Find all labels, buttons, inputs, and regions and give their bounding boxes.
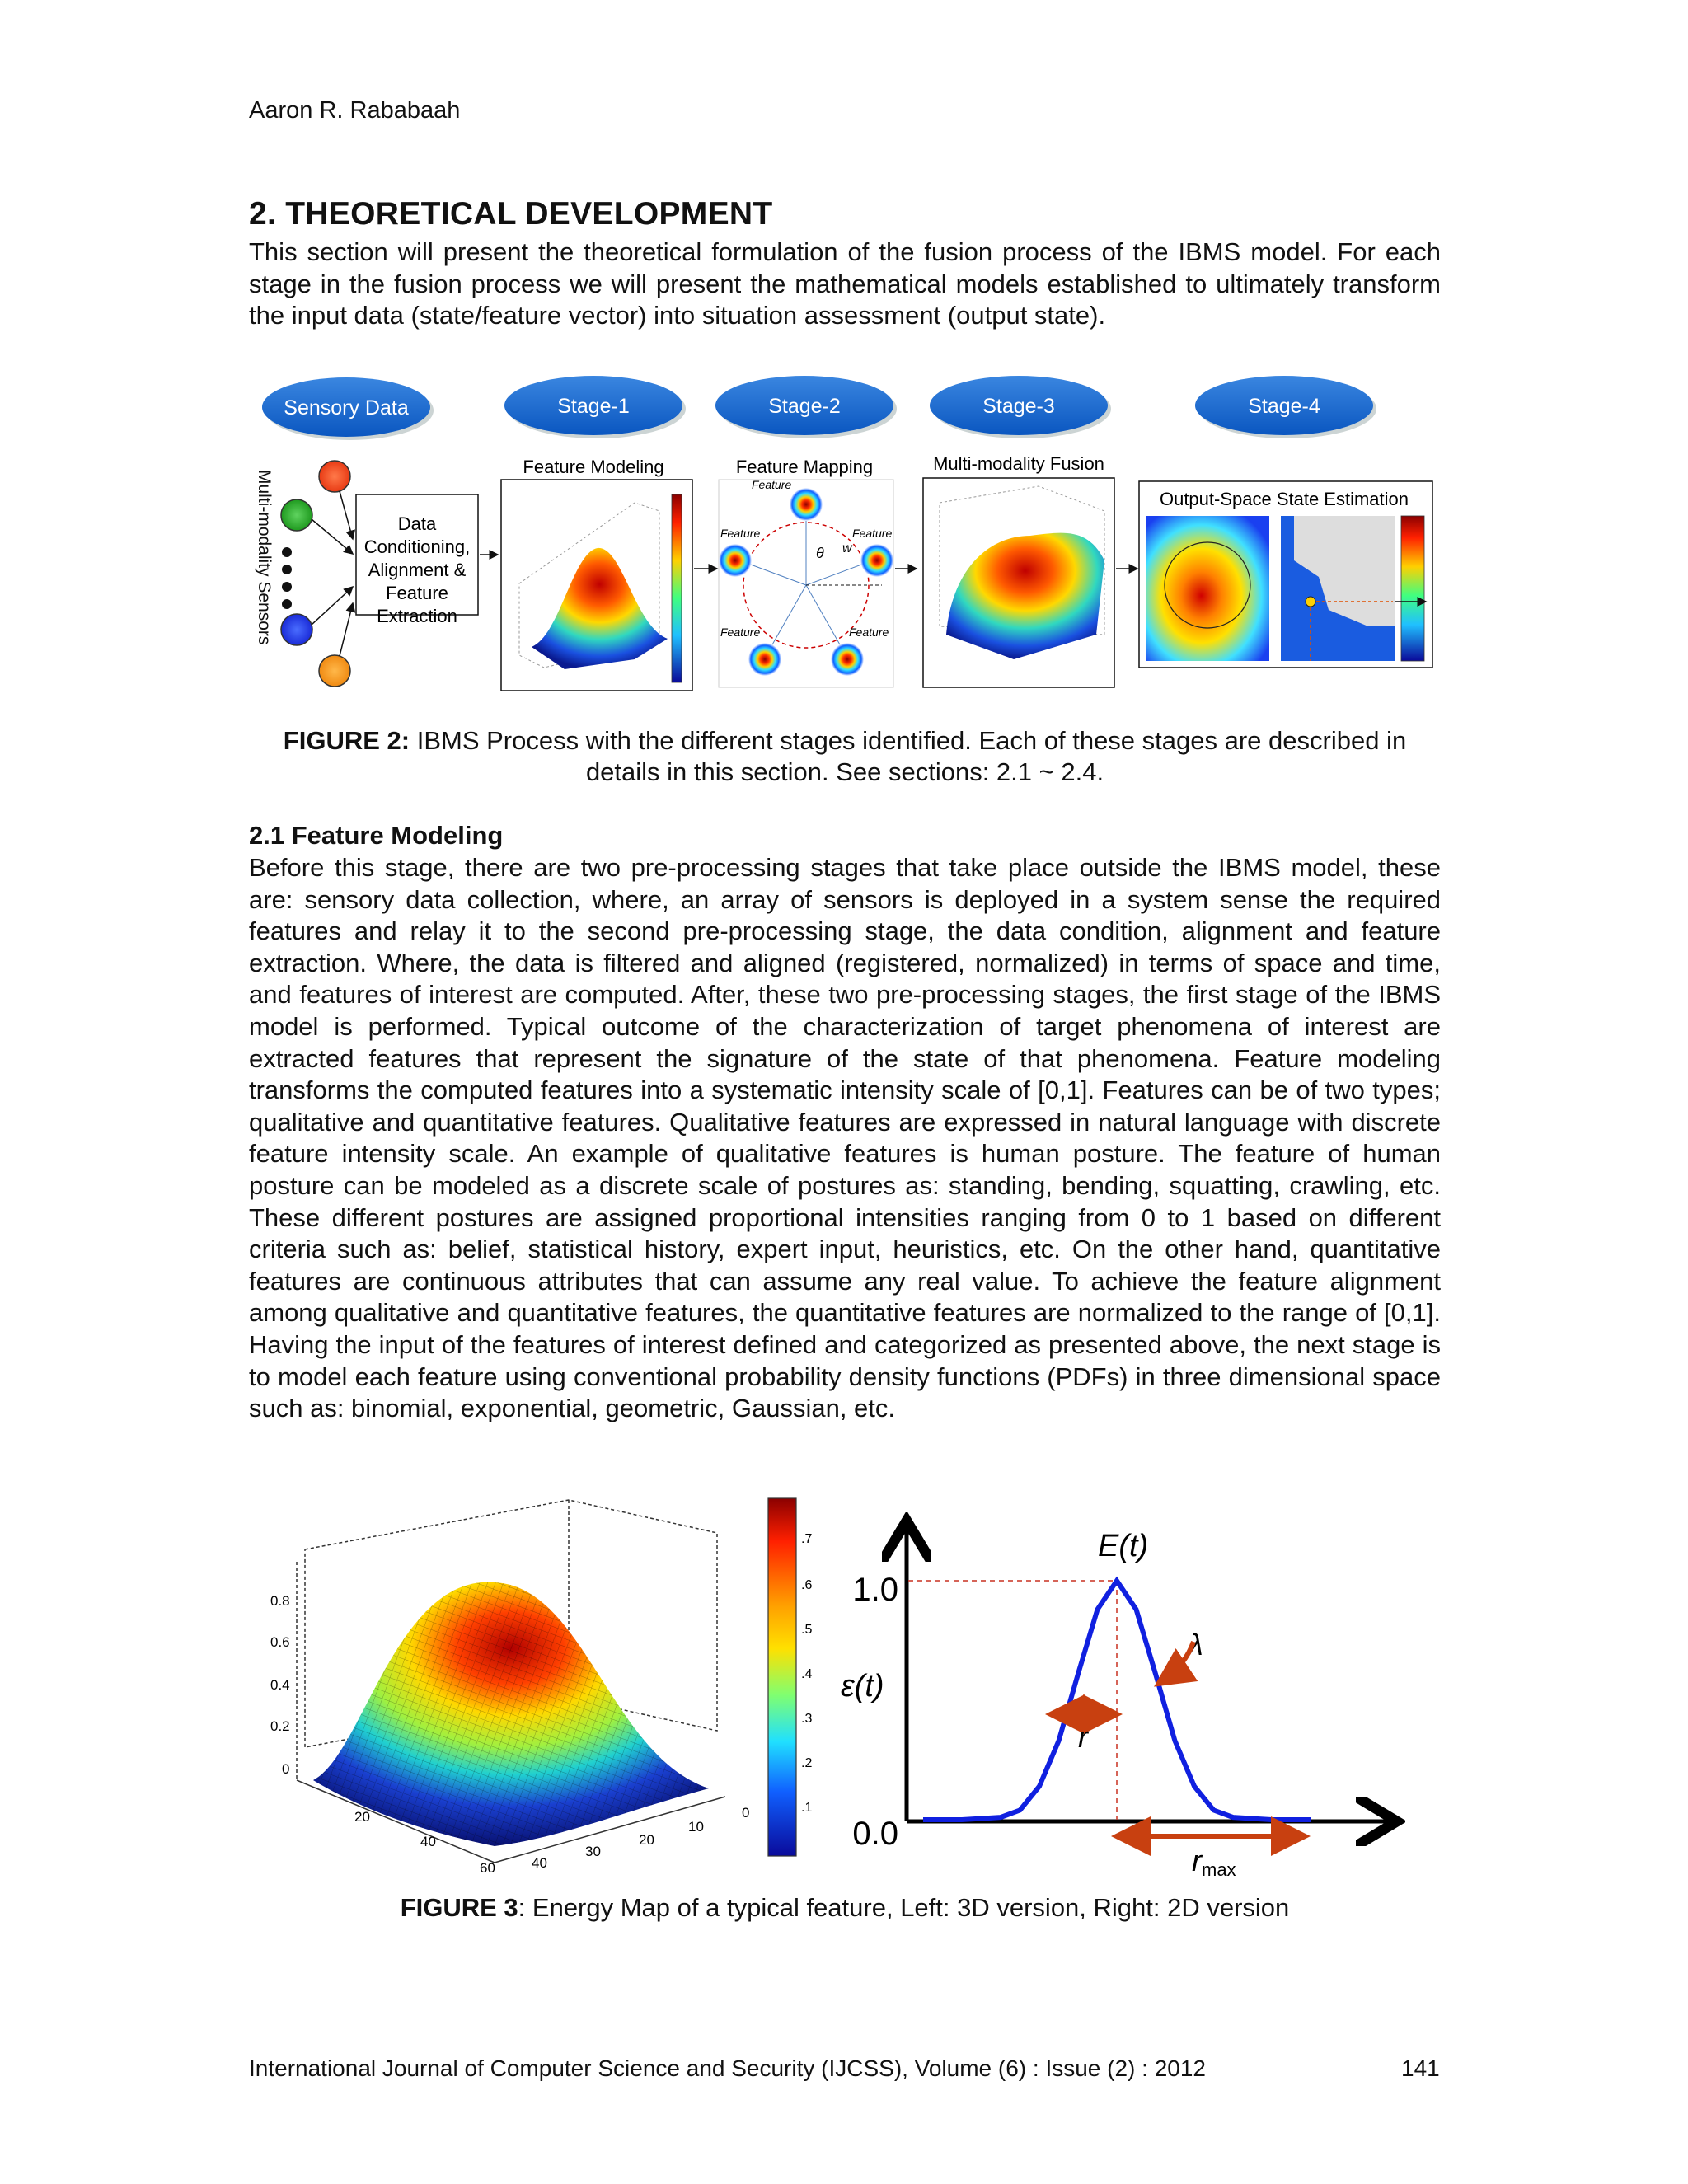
svg-text:w: w (842, 541, 852, 555)
z-tick: 0 (282, 1761, 290, 1777)
y-tick: 40 (532, 1855, 547, 1871)
oval-label: Stage-1 (557, 395, 630, 418)
sensor-dot-green (281, 499, 312, 531)
z-tick: 0.6 (270, 1634, 290, 1650)
running-header-author: Aaron R. Rababaah (249, 97, 461, 124)
box-line: Feature (386, 583, 448, 603)
colorbar-tick: .1 (801, 1801, 813, 1815)
ellipsis-dot (282, 582, 292, 592)
colorbar-tick: .3 (801, 1712, 813, 1726)
curve-label: E(t) (1098, 1529, 1149, 1563)
page-number: 141 (1401, 2055, 1440, 2081)
box-line: Alignment & (368, 560, 467, 580)
panel-title-output-space: Output-Space State Estimation (1159, 489, 1409, 509)
output-state-plot (1281, 516, 1424, 661)
panel-title-feature-mapping: Feature Mapping (735, 457, 874, 477)
box-line: Data (397, 513, 437, 534)
panel-title-multi-modality-fusion: Multi-modality Fusion (933, 453, 1104, 474)
ellipsis-dot (282, 565, 292, 574)
y-tick: 30 (585, 1844, 601, 1859)
x-tick: 20 (354, 1809, 370, 1825)
oval-label: Stage-4 (1248, 395, 1320, 418)
colorbar-tick: .6 (801, 1578, 813, 1592)
oval-label: Stage-3 (982, 395, 1055, 418)
lambda-arrow (1162, 1642, 1193, 1681)
y-tick-1: 1.0 (852, 1572, 898, 1608)
x-tick: 60 (480, 1860, 495, 1876)
svg-text:Feature: Feature (849, 626, 889, 639)
oval-stage-1 (504, 376, 686, 438)
oval-stage-3 (930, 376, 1111, 438)
oval-stage-4 (1195, 376, 1376, 438)
sensor-dot-red (319, 461, 350, 492)
section-title: 2. THEORETICAL DEVELOPMENT (249, 196, 773, 232)
y-tick: 0 (742, 1805, 750, 1821)
multi-modality-sensors-label: Multi-modality Sensors (255, 470, 274, 645)
svg-text:Feature: Feature (852, 527, 893, 540)
colorbar-tick: .7 (801, 1532, 813, 1546)
section-intro-paragraph: This section will present the theoretical formulation of the fusion process of the IBMS model. For each stage in the fusion process we will present the mathematical models established to ultimately transform the input data (state/feature vector) into situation assessment (output state). (249, 237, 1441, 330)
colorbar-tick: .2 (801, 1756, 813, 1770)
box-line: Extraction (377, 606, 457, 626)
figure-3-colorbar (758, 1492, 824, 1863)
svg-text:θ: θ (816, 545, 824, 561)
r-label: r (1078, 1720, 1088, 1754)
svg-text:Feature: Feature (720, 527, 761, 540)
lambda-label: λ (1189, 1628, 1203, 1661)
box-line: Conditioning, (363, 537, 471, 557)
caption-label: FIGURE 2: (283, 726, 410, 755)
figure-3-2d-plot (832, 1508, 1426, 1879)
output-heatmap (1146, 516, 1269, 661)
figure-2-caption (249, 725, 1441, 788)
sensor-dot-orange (319, 655, 350, 687)
svg-text:Feature: Feature (752, 478, 792, 491)
figure-3-3d-surface (247, 1483, 824, 1879)
figure-2-diagram (247, 363, 1451, 709)
y-tick: 20 (639, 1832, 654, 1848)
y-tick: 10 (688, 1819, 704, 1835)
oval-sensory-data (262, 377, 434, 440)
caption-text: IBMS Process with the different stages identified. Each of these stages are described in details in this section. See sections: 2.1 ~ 2.4. (410, 726, 1407, 786)
oval-label: Stage-2 (768, 395, 841, 418)
svg-text:Feature: Feature (720, 626, 761, 639)
subsection-body-paragraph: Before this stage, there are two pre-processing stages that take place outside the IBMS model, these are: sensory data collection, where, an array of sensors is deployed in a system sense the required features and relay it to the second pre-processing stage, the data condition, alignment and feature extraction. Where, the data is filtered and aligned (registered, normalized) in terms of space and time, and features of interest are computed. After, these two pre-processing stages, the first stage of the IBMS model is performed. Typical outcome of the characterization of target phenomena of interest are extracted features that represent the signature of the state of that phenomena. Feature modeling transforms the computed features into a systematic intensity scale of [0,1]. Features can be of two types; qualitative and quantitative features. Qualitative features are expressed in natural language with discrete feature intensity scale. An example of qualitative features is human posture. The feature of human posture can be modeled as a discrete scale of postures as: standing, bending, squatting, crawling, etc. These different postures are assigned proportional intensities ranging from 0 to 1 based on different criteria such as: belief, statistical history, expert input, heuristics, etc. On the other hand, quantitative features are continuous attributes that can assume any real value. To achieve the feature alignment among qualitative and quantitative features, the quantitative features are normalized to the range of [0,1]. Having the input of the features of interest defined and categorized as presented above, the next stage is to model each feature using conventional probability density functions (PDFs) in three dimensional space such as: binomial, exponential, geometric, Gaussian, etc. (249, 853, 1441, 1423)
oval-label: Sensory Data (284, 396, 409, 419)
caption-text: : Energy Map of a typical feature, Left: 3D version, Right: 2D version (518, 1893, 1290, 1922)
footer-journal: International Journal of Computer Science and Security (IJCSS), Volume (6) : Issue (2) : 2012 (249, 2055, 1207, 2081)
z-tick: 0.2 (270, 1718, 290, 1734)
sensor-dot-blue (281, 614, 312, 645)
y-tick-0: 0.0 (852, 1816, 898, 1852)
z-tick: 0.4 (270, 1677, 290, 1693)
caption-label: FIGURE 3 (400, 1893, 518, 1922)
ellipsis-dot (282, 599, 292, 609)
x-tick: 40 (420, 1834, 436, 1849)
y-axis-label: ε(t) (841, 1669, 884, 1704)
oval-stage-2 (715, 376, 897, 438)
figure-3-caption (249, 1892, 1441, 1924)
colorbar-tick: .5 (801, 1623, 813, 1637)
subsection-title: 2.1 Feature Modeling (249, 821, 504, 850)
r-max-label: rmax (1192, 1844, 1236, 1879)
ellipsis-dot (282, 547, 292, 557)
colorbar-tick: .4 (801, 1667, 813, 1681)
z-tick: 0.8 (270, 1593, 290, 1609)
panel-title-feature-modeling: Feature Modeling (523, 457, 664, 477)
